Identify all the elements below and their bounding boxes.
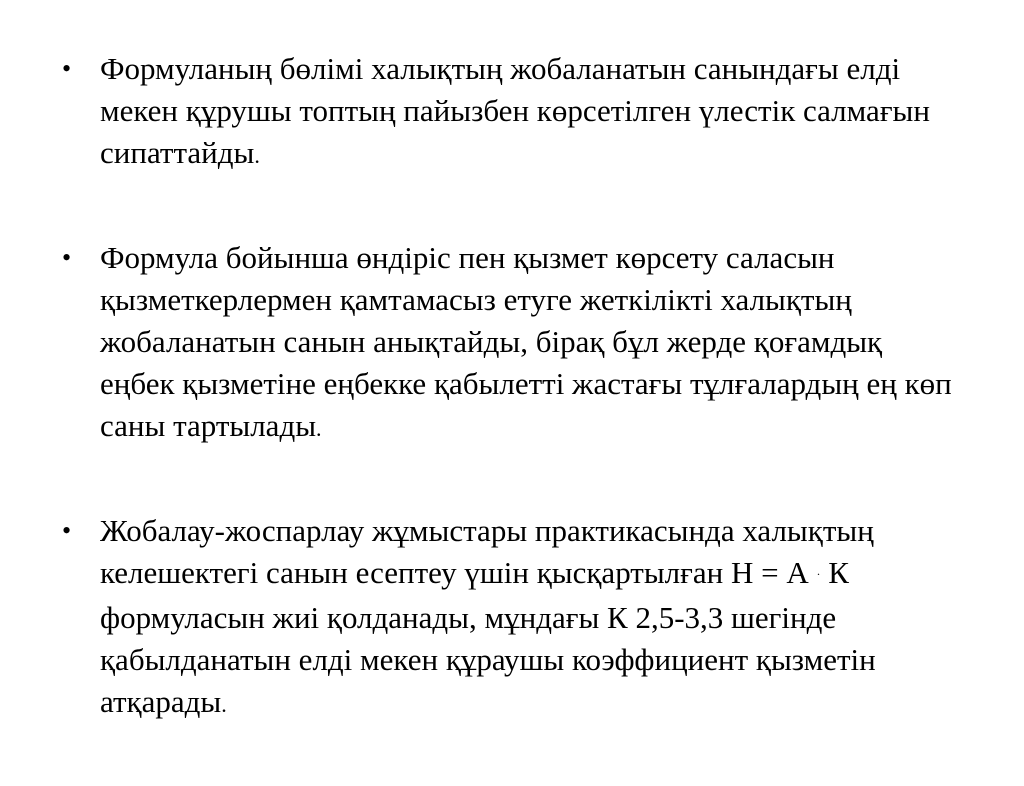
bullet-marker: • xyxy=(62,516,72,545)
bullet-text-before-formula: Жобалау-жоспарлау жұмыстары практикасында халықтың келешектегі санын есептеу үшін қысқартылған Н = А xyxy=(100,513,874,590)
bullet-text-after-formula: К формуласын жиі қолданады, мұндағы К 2,5-3,3 шегінде қабылданатын елді мекен құраушы коэффициент қызметін атқарады xyxy=(100,555,876,719)
bullet-item-1 xyxy=(62,48,962,177)
formula-multiply-dot: · xyxy=(816,566,821,581)
bullet-marker: • xyxy=(62,243,72,272)
bullet-item-3 xyxy=(62,510,962,726)
bullet-text: Формуланың бөлімі халықтың жобаланатын санындағы елді мекен құрушы топтың пайызбен көрсетілген үлестік салмағын сипаттайды xyxy=(100,51,930,170)
bullet-text: Формула бойынша өндіріс пен қызмет көрсету саласын қызметкерлермен қамтамасыз етуге жеткілікті халықтың жобаланатын санын анықтайды, бірақ бұл жерде қоғамдық еңбек қызметіне еңбекке қабылетті жастағы тұлғалардың ең көп саны тартылады xyxy=(100,240,952,443)
bullet-list xyxy=(62,48,962,786)
bullet-period: . xyxy=(221,691,227,717)
bullet-period: . xyxy=(254,143,260,168)
bullet-period: . xyxy=(316,416,322,441)
bullet-marker: • xyxy=(62,54,72,83)
bullet-item-2 xyxy=(62,237,962,450)
